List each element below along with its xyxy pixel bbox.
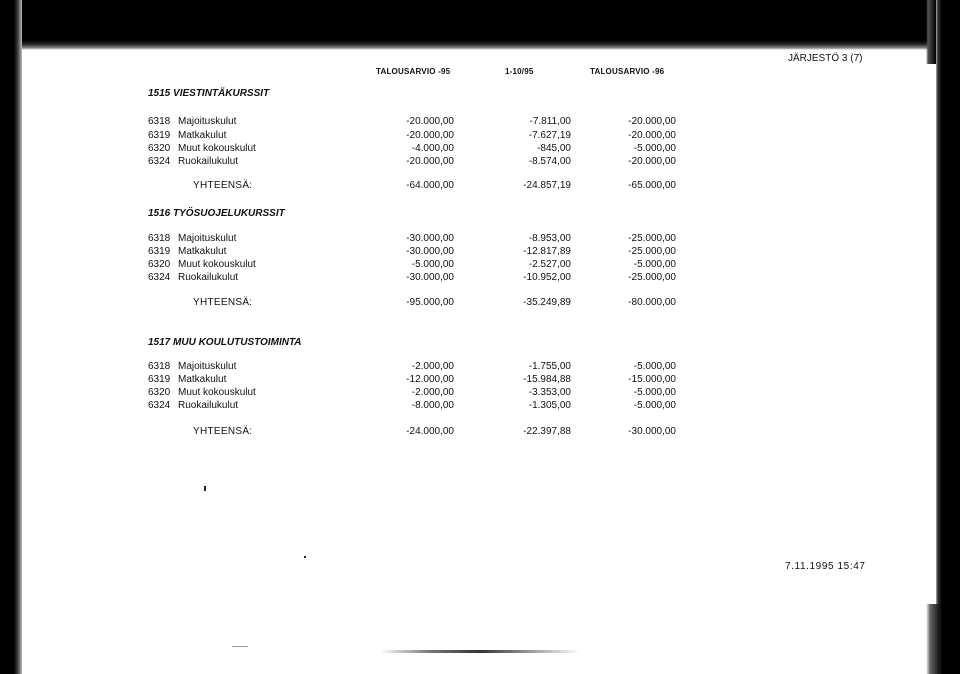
budget-96-value: -5.000,00: [633, 400, 676, 411]
budget-96-value: -15.000,00: [628, 374, 676, 385]
section-title: 1517 MUU KOULUTUSTOIMINTA: [148, 337, 302, 348]
budget-95-value: -30.000,00: [406, 246, 454, 257]
account-code: 6324: [148, 400, 171, 411]
budget-95-value: -30.000,00: [406, 272, 454, 283]
account-code: 6318: [148, 233, 171, 244]
total-actual: -35.249,89: [523, 297, 571, 308]
actual-value: -12.817,89: [523, 246, 571, 257]
budget-95-value: -2.000,00: [411, 387, 454, 398]
account-name: Muut kokouskulut: [178, 143, 256, 154]
scan-speck: [304, 556, 306, 558]
section-title: 1515 VIESTINTÄKURSSIT: [148, 88, 270, 99]
budget-95-value: -2.000,00: [411, 361, 454, 372]
table-row: [0, 387, 960, 401]
budget-95-value: -20.000,00: [406, 116, 454, 127]
budget-95-value: -20.000,00: [406, 156, 454, 167]
budget-95-value: -30.000,00: [406, 233, 454, 244]
total-label: YHTEENSÄ:: [193, 297, 253, 308]
budget-95-value: -12.000,00: [406, 374, 454, 385]
table-row: [0, 156, 960, 170]
actual-value: -845,00: [537, 143, 571, 154]
account-name: Muut kokouskulut: [178, 259, 256, 270]
budget-96-value: -20.000,00: [628, 156, 676, 167]
account-code: 6324: [148, 156, 171, 167]
total-budget-96: -65.000,00: [628, 180, 676, 191]
table-row: [0, 272, 960, 286]
budget-96-value: -25.000,00: [628, 246, 676, 257]
budget-96-value: -20.000,00: [628, 116, 676, 127]
total-row: [0, 297, 960, 311]
account-code: 6324: [148, 272, 171, 283]
budget-96-value: -20.000,00: [628, 130, 676, 141]
scan-smudge-bottom: [380, 650, 580, 653]
account-name: Muut kokouskulut: [178, 387, 256, 398]
budget-95-value: -4.000,00: [411, 143, 454, 154]
total-actual: -22.397,88: [523, 426, 571, 437]
account-name: Ruokailukulut: [178, 400, 239, 411]
column-header-budget-96: TALOUSARVIO -96: [590, 67, 665, 76]
table-row: [0, 143, 960, 157]
table-row: [0, 361, 960, 375]
account-code: 6320: [148, 387, 171, 398]
budget-96-value: -5.000,00: [633, 387, 676, 398]
print-timestamp: 7.11.1995 15:47: [785, 561, 866, 572]
actual-value: -3.353,00: [528, 387, 571, 398]
account-code: 6319: [148, 130, 171, 141]
budget-96-value: -5.000,00: [633, 143, 676, 154]
account-code: 6318: [148, 116, 171, 127]
table-row: [0, 374, 960, 388]
total-budget-95: -64.000,00: [406, 180, 454, 191]
total-row: [0, 426, 960, 440]
page-number: JÄRJESTÖ 3 (7): [788, 53, 863, 64]
budget-95-value: -5.000,00: [411, 259, 454, 270]
column-header-actual-period: 1-10/95: [505, 67, 534, 76]
actual-value: -7.627,19: [528, 130, 571, 141]
table-row: [0, 130, 960, 144]
scan-speck: [232, 646, 248, 647]
budget-96-value: -5.000,00: [633, 361, 676, 372]
section-title: 1516 TYÖSUOJELUKURSSIT: [148, 208, 285, 219]
account-name: Majoituskulut: [178, 233, 237, 244]
budget-95-value: -8.000,00: [411, 400, 454, 411]
scan-border-top-edge: [22, 40, 940, 50]
scan-border-bottom-right: [926, 604, 940, 674]
budget-96-value: -5.000,00: [633, 259, 676, 270]
scan-border-right-notch: [926, 0, 936, 64]
account-code: 6320: [148, 259, 171, 270]
total-budget-95: -24.000,00: [406, 426, 454, 437]
actual-value: -8.953,00: [528, 233, 571, 244]
actual-value: -7.811,00: [529, 116, 571, 127]
actual-value: -1.305,00: [528, 400, 571, 411]
budget-96-value: -25.000,00: [628, 272, 676, 283]
total-budget-96: -80.000,00: [628, 297, 676, 308]
account-name: Matkakulut: [178, 130, 227, 141]
budget-95-value: -20.000,00: [406, 130, 454, 141]
actual-value: -1.755,00: [528, 361, 571, 372]
scan-border-right: [936, 0, 960, 674]
total-budget-96: -30.000,00: [628, 426, 676, 437]
scan-speck: [204, 486, 206, 491]
actual-value: -8.574,00: [528, 156, 571, 167]
table-row: [0, 116, 960, 130]
column-header-budget-95: TALOUSARVIO -95: [376, 67, 451, 76]
account-name: Majoituskulut: [178, 361, 237, 372]
account-name: Matkakulut: [178, 374, 227, 385]
total-budget-95: -95.000,00: [406, 297, 454, 308]
account-name: Matkakulut: [178, 246, 227, 257]
account-code: 6318: [148, 361, 171, 372]
account-name: Ruokailukulut: [178, 156, 239, 167]
total-label: YHTEENSÄ:: [193, 426, 253, 437]
account-code: 6320: [148, 143, 171, 154]
scan-border-left: [0, 0, 22, 674]
total-label: YHTEENSÄ:: [193, 180, 253, 191]
table-row: [0, 246, 960, 260]
table-row: [0, 259, 960, 273]
budget-96-value: -25.000,00: [628, 233, 676, 244]
table-row: [0, 400, 960, 414]
account-name: Majoituskulut: [178, 116, 237, 127]
table-row: [0, 233, 960, 247]
account-name: Ruokailukulut: [178, 272, 239, 283]
actual-value: -2.527,00: [528, 259, 571, 270]
actual-value: -15.984,88: [523, 374, 571, 385]
account-code: 6319: [148, 246, 171, 257]
total-row: [0, 180, 960, 194]
scan-border-top: [0, 0, 960, 44]
total-actual: -24.857,19: [523, 180, 571, 191]
account-code: 6319: [148, 374, 171, 385]
actual-value: -10.952,00: [523, 272, 571, 283]
